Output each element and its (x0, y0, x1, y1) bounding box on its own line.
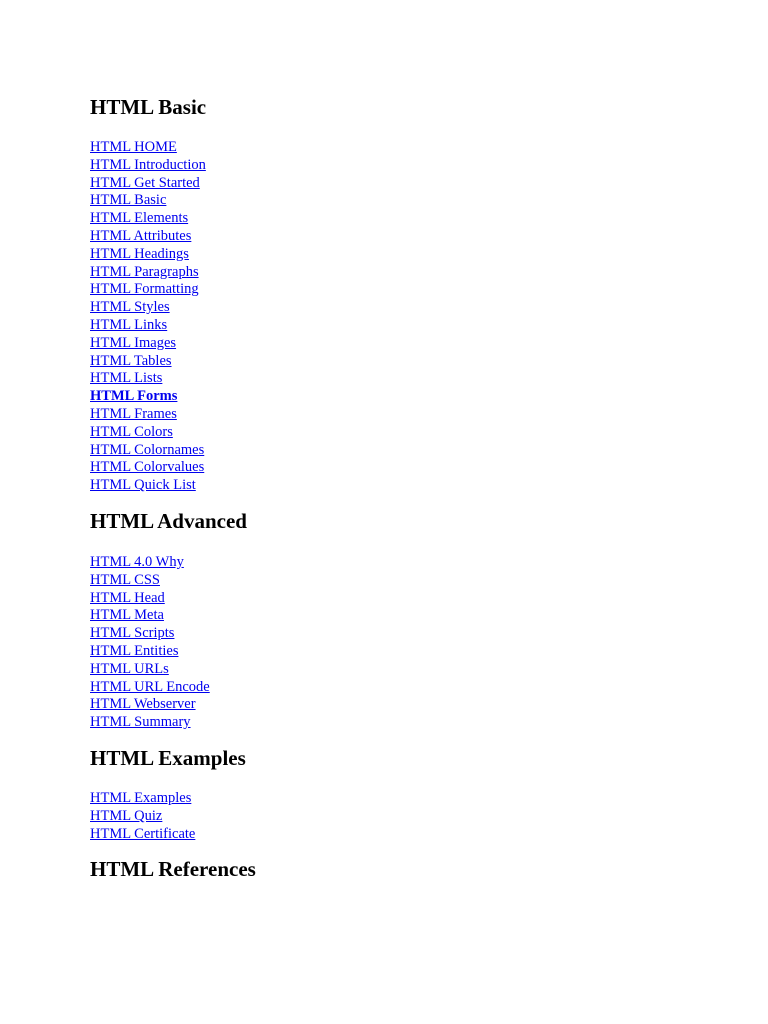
section-heading: HTML Advanced (90, 508, 247, 533)
nav-link-html-links[interactable]: HTML Links (90, 316, 168, 333)
list-item (90, 825, 690, 843)
list-item (90, 423, 690, 441)
section-html-references (90, 855, 690, 883)
link-list (90, 138, 690, 494)
list-item (90, 660, 690, 678)
list-item (90, 280, 690, 298)
nav-link-html-get-started[interactable]: HTML Get Started (90, 174, 200, 191)
list-item (90, 174, 690, 192)
list-item (90, 209, 690, 227)
nav-link-html-elements[interactable]: HTML Elements (90, 210, 189, 227)
nav-link-html-forms[interactable]: HTML Forms (90, 388, 178, 405)
nav-link-html-headings[interactable]: HTML Headings (90, 245, 189, 262)
nav-link-html-examples[interactable]: HTML Examples (90, 789, 192, 806)
section-html-basic (90, 93, 690, 494)
nav-link-html-images[interactable]: HTML Images (90, 334, 177, 351)
section-html-advanced (90, 507, 690, 731)
list-item (90, 298, 690, 316)
list-item (90, 227, 690, 245)
list-item (90, 387, 690, 405)
nav-link-html-colornames[interactable]: HTML Colornames (90, 441, 205, 458)
nav-link-html-quick-list[interactable]: HTML Quick List (90, 477, 196, 494)
nav-link-html-introduction[interactable]: HTML Introduction (90, 156, 206, 173)
nav-link-html-urls[interactable]: HTML URLs (90, 660, 169, 677)
nav-link-html-css[interactable]: HTML CSS (90, 571, 160, 588)
nav-link-html-styles[interactable]: HTML Styles (90, 299, 170, 316)
nav-link-html-webserver[interactable]: HTML Webserver (90, 696, 196, 713)
nav-link-html-formatting[interactable]: HTML Formatting (90, 281, 199, 298)
list-item (90, 571, 690, 589)
list-item (90, 713, 690, 731)
section-heading: HTML Examples (90, 745, 246, 770)
nav-link-html-tables[interactable]: HTML Tables (90, 352, 172, 369)
list-item (90, 642, 690, 660)
nav-link-html-summary[interactable]: HTML Summary (90, 714, 191, 731)
nav-link-html-scripts[interactable]: HTML Scripts (90, 625, 175, 642)
list-item (90, 695, 690, 713)
list-item (90, 458, 690, 476)
section-heading: HTML Basic (90, 95, 207, 119)
nav-link-html-entities[interactable]: HTML Entities (90, 642, 179, 659)
navigation-menu (90, 93, 690, 883)
nav-link-html-home[interactable]: HTML HOME (90, 139, 177, 155)
list-item (90, 316, 690, 334)
nav-link-html-4-0-why[interactable]: HTML 4.0 Why (90, 553, 184, 570)
link-list (90, 553, 690, 731)
nav-link-html-attributes[interactable]: HTML Attributes (90, 227, 192, 244)
list-item (90, 191, 690, 209)
list-item (90, 405, 690, 423)
list-item (90, 589, 690, 607)
nav-link-html-quiz[interactable]: HTML Quiz (90, 807, 163, 824)
nav-link-html-colorvalues[interactable]: HTML Colorvalues (90, 459, 205, 476)
nav-link-html-frames[interactable]: HTML Frames (90, 405, 177, 422)
nav-link-html-colors[interactable]: HTML Colors (90, 423, 173, 440)
section-html-examples (90, 744, 690, 842)
nav-link-html-basic[interactable]: HTML Basic (90, 192, 167, 209)
list-item (90, 352, 690, 370)
section-heading: HTML References (90, 857, 256, 882)
list-item (90, 553, 690, 571)
list-item (90, 369, 690, 387)
list-item (90, 789, 690, 807)
nav-link-html-url-encode[interactable]: HTML URL Encode (90, 678, 210, 695)
link-list (90, 789, 690, 842)
nav-link-html-meta[interactable]: HTML Meta (90, 607, 164, 624)
list-item (90, 263, 690, 281)
list-item (90, 807, 690, 825)
list-item (90, 156, 690, 174)
list-item (90, 138, 690, 156)
list-item (90, 606, 690, 624)
list-item (90, 441, 690, 459)
list-item (90, 476, 690, 494)
nav-link-html-paragraphs[interactable]: HTML Paragraphs (90, 263, 199, 280)
list-item (90, 678, 690, 696)
nav-link-html-lists[interactable]: HTML Lists (90, 370, 163, 387)
nav-link-html-head[interactable]: HTML Head (90, 589, 165, 606)
list-item (90, 245, 690, 263)
list-item (90, 334, 690, 352)
nav-link-html-certificate[interactable]: HTML Certificate (90, 825, 196, 842)
list-item (90, 624, 690, 642)
